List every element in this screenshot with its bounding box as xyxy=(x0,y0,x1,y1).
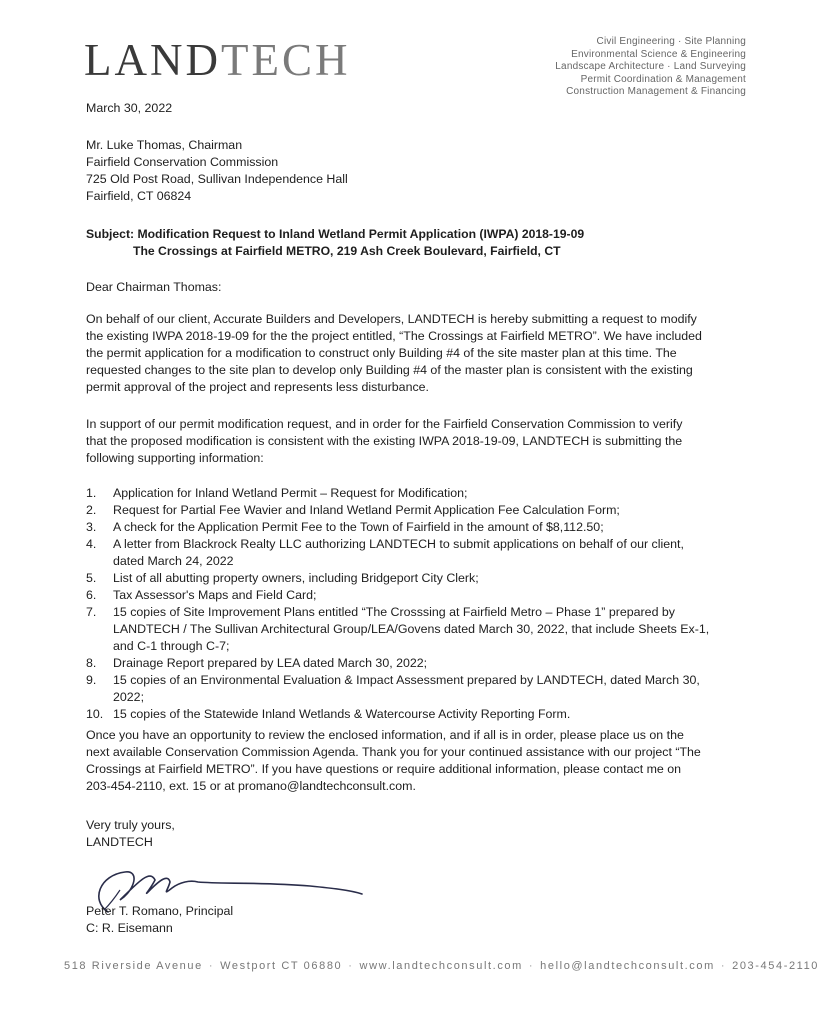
list-text: A letter from Blackrock Realty LLC authorizing LANDTECH to submit applications on behalf of our client, dated March 24, 2022 xyxy=(113,537,684,568)
footer: 518 Riverside Avenue · Westport CT 06880 · www.landtechconsult.com · hello@landtechconsult.com · 203-454-2110 xyxy=(64,960,819,972)
cc-line: C: R. Eisemann xyxy=(86,921,173,935)
list-item xyxy=(86,570,711,587)
footer-email[interactable]: hello@landtechconsult.com xyxy=(540,960,715,972)
list-text: 15 copies of Site Improvement Plans entitled “The Crosssing at Fairfield Metro – Phase 1” prepared by LANDTECH / The Sullivan Architectural Group/LEA/Govens dated March 30, 2022, that include Sheets Ex-1, and C-1 through C-7; xyxy=(113,605,710,653)
footer-website[interactable]: www.landtechconsult.com xyxy=(359,960,523,972)
paragraph-intro: On behalf of our client, Accurate Builders and Developers, LANDTECH is hereby submitting a request to modify the existing IWPA 2018-19-09 for the the project entitled, “The Crossings at Fairfield METRO”. We have included the permit application for a modification to construct only Building #4 of the site master plan at this time. The requested changes to the site plan to develop only Building #4 of the master plan is consistent with the existing permit approval of the project and represents less disturbance. xyxy=(86,312,702,394)
list-number: 6. xyxy=(86,588,97,602)
list-item xyxy=(86,485,711,502)
closing-line: Very truly yours, xyxy=(86,818,175,832)
list-item xyxy=(86,604,711,655)
list-text: Drainage Report prepared by LEA dated March 30, 2022; xyxy=(113,656,428,670)
closing-block xyxy=(86,817,706,851)
list-item xyxy=(86,706,711,723)
footer-city: Westport CT 06880 xyxy=(220,960,343,972)
list-text: 15 copies of an Environmental Evaluation & Impact Assessment prepared by LANDTECH, dated March 30, 2022; xyxy=(113,673,700,704)
greeting: Dear Chairman Thomas: xyxy=(86,280,222,294)
list-text: Tax Assessor's Maps and Field Card; xyxy=(113,588,317,602)
list-text: 15 copies of the Statewide Inland Wetlands & Watercourse Activity Reporting Form. xyxy=(113,707,571,721)
list-number: 1. xyxy=(86,486,97,500)
letter-date: March 30, 2022 xyxy=(86,101,173,115)
services-list xyxy=(555,36,746,99)
list-item xyxy=(86,502,711,519)
list-number: 2. xyxy=(86,503,97,517)
list-number: 4. xyxy=(86,537,97,551)
service-line: Landscape Architecture · Land Surveying xyxy=(555,61,746,73)
recipient-line: Fairfield, CT 06824 xyxy=(86,189,192,203)
list-number: 8. xyxy=(86,656,97,670)
service-line: Construction Management & Financing xyxy=(566,86,746,98)
logo-land: LAND xyxy=(84,35,221,85)
closing-company: LANDTECH xyxy=(86,835,153,849)
list-number: 10. xyxy=(86,707,104,721)
list-number: 5. xyxy=(86,571,97,585)
service-line: Civil Engineering · Site Planning xyxy=(596,36,746,47)
service-line: Environmental Science & Engineering xyxy=(571,48,746,60)
supporting-info-list xyxy=(86,485,711,723)
subject-line xyxy=(86,226,706,260)
list-number: 3. xyxy=(86,520,97,534)
list-number: 7. xyxy=(86,605,97,619)
list-text: A check for the Application Permit Fee to the Town of Fairfield in the amount of $8,112.50; xyxy=(113,520,604,534)
footer-address: 518 Riverside Avenue xyxy=(64,960,203,972)
service-line: Permit Coordination & Management xyxy=(580,73,746,85)
list-item xyxy=(86,536,711,570)
list-item xyxy=(86,655,711,672)
landtech-logo xyxy=(84,35,351,85)
subject-line-2: The Crossings at Fairfield METRO, 219 Ash Creek Boulevard, Fairfield, CT xyxy=(133,244,561,258)
footer-phone: 203-454-2110 xyxy=(732,960,819,972)
list-number: 9. xyxy=(86,673,97,687)
recipient-address xyxy=(86,137,706,205)
paragraph-support: In support of our permit modification request, and in order for the Fairfield Conservation Commission to verify that the proposed modification is consistent with the existing IWPA 2018-19-09, LANDTECH is submitting the following supporting information: xyxy=(86,417,683,465)
signer-name: Peter T. Romano, Principal xyxy=(86,904,234,918)
list-text: List of all abutting property owners, including Bridgeport City Clerk; xyxy=(113,571,479,585)
paragraph-closing: Once you have an opportunity to review the enclosed information, and if all is in order, please place us on the next available Conservation Commission Agenda. Thank you for your continued assistance with our project “The Crossings at Fairfield METRO”. If you have questions or require additional information, please contact me on 203-454-2110, ext. 15 or at promano@landtechconsult.com. xyxy=(86,728,701,793)
recipient-line: 725 Old Post Road, Sullivan Independence Hall xyxy=(86,172,348,186)
list-item xyxy=(86,672,711,706)
signer-block xyxy=(86,903,706,937)
list-item xyxy=(86,587,711,604)
logo-tech: TECH xyxy=(220,35,351,85)
recipient-line: Fairfield Conservation Commission xyxy=(86,155,279,169)
list-text: Application for Inland Wetland Permit – Request for Modification; xyxy=(113,486,468,500)
recipient-line: Mr. Luke Thomas, Chairman xyxy=(86,138,243,152)
list-item xyxy=(86,519,711,536)
subject-line-1: Subject: Modification Request to Inland Wetland Permit Application (IWPA) 2018-19-09 xyxy=(86,227,585,241)
list-text: Request for Partial Fee Wavier and Inland Wetland Permit Application Fee Calculation Form; xyxy=(113,503,620,517)
